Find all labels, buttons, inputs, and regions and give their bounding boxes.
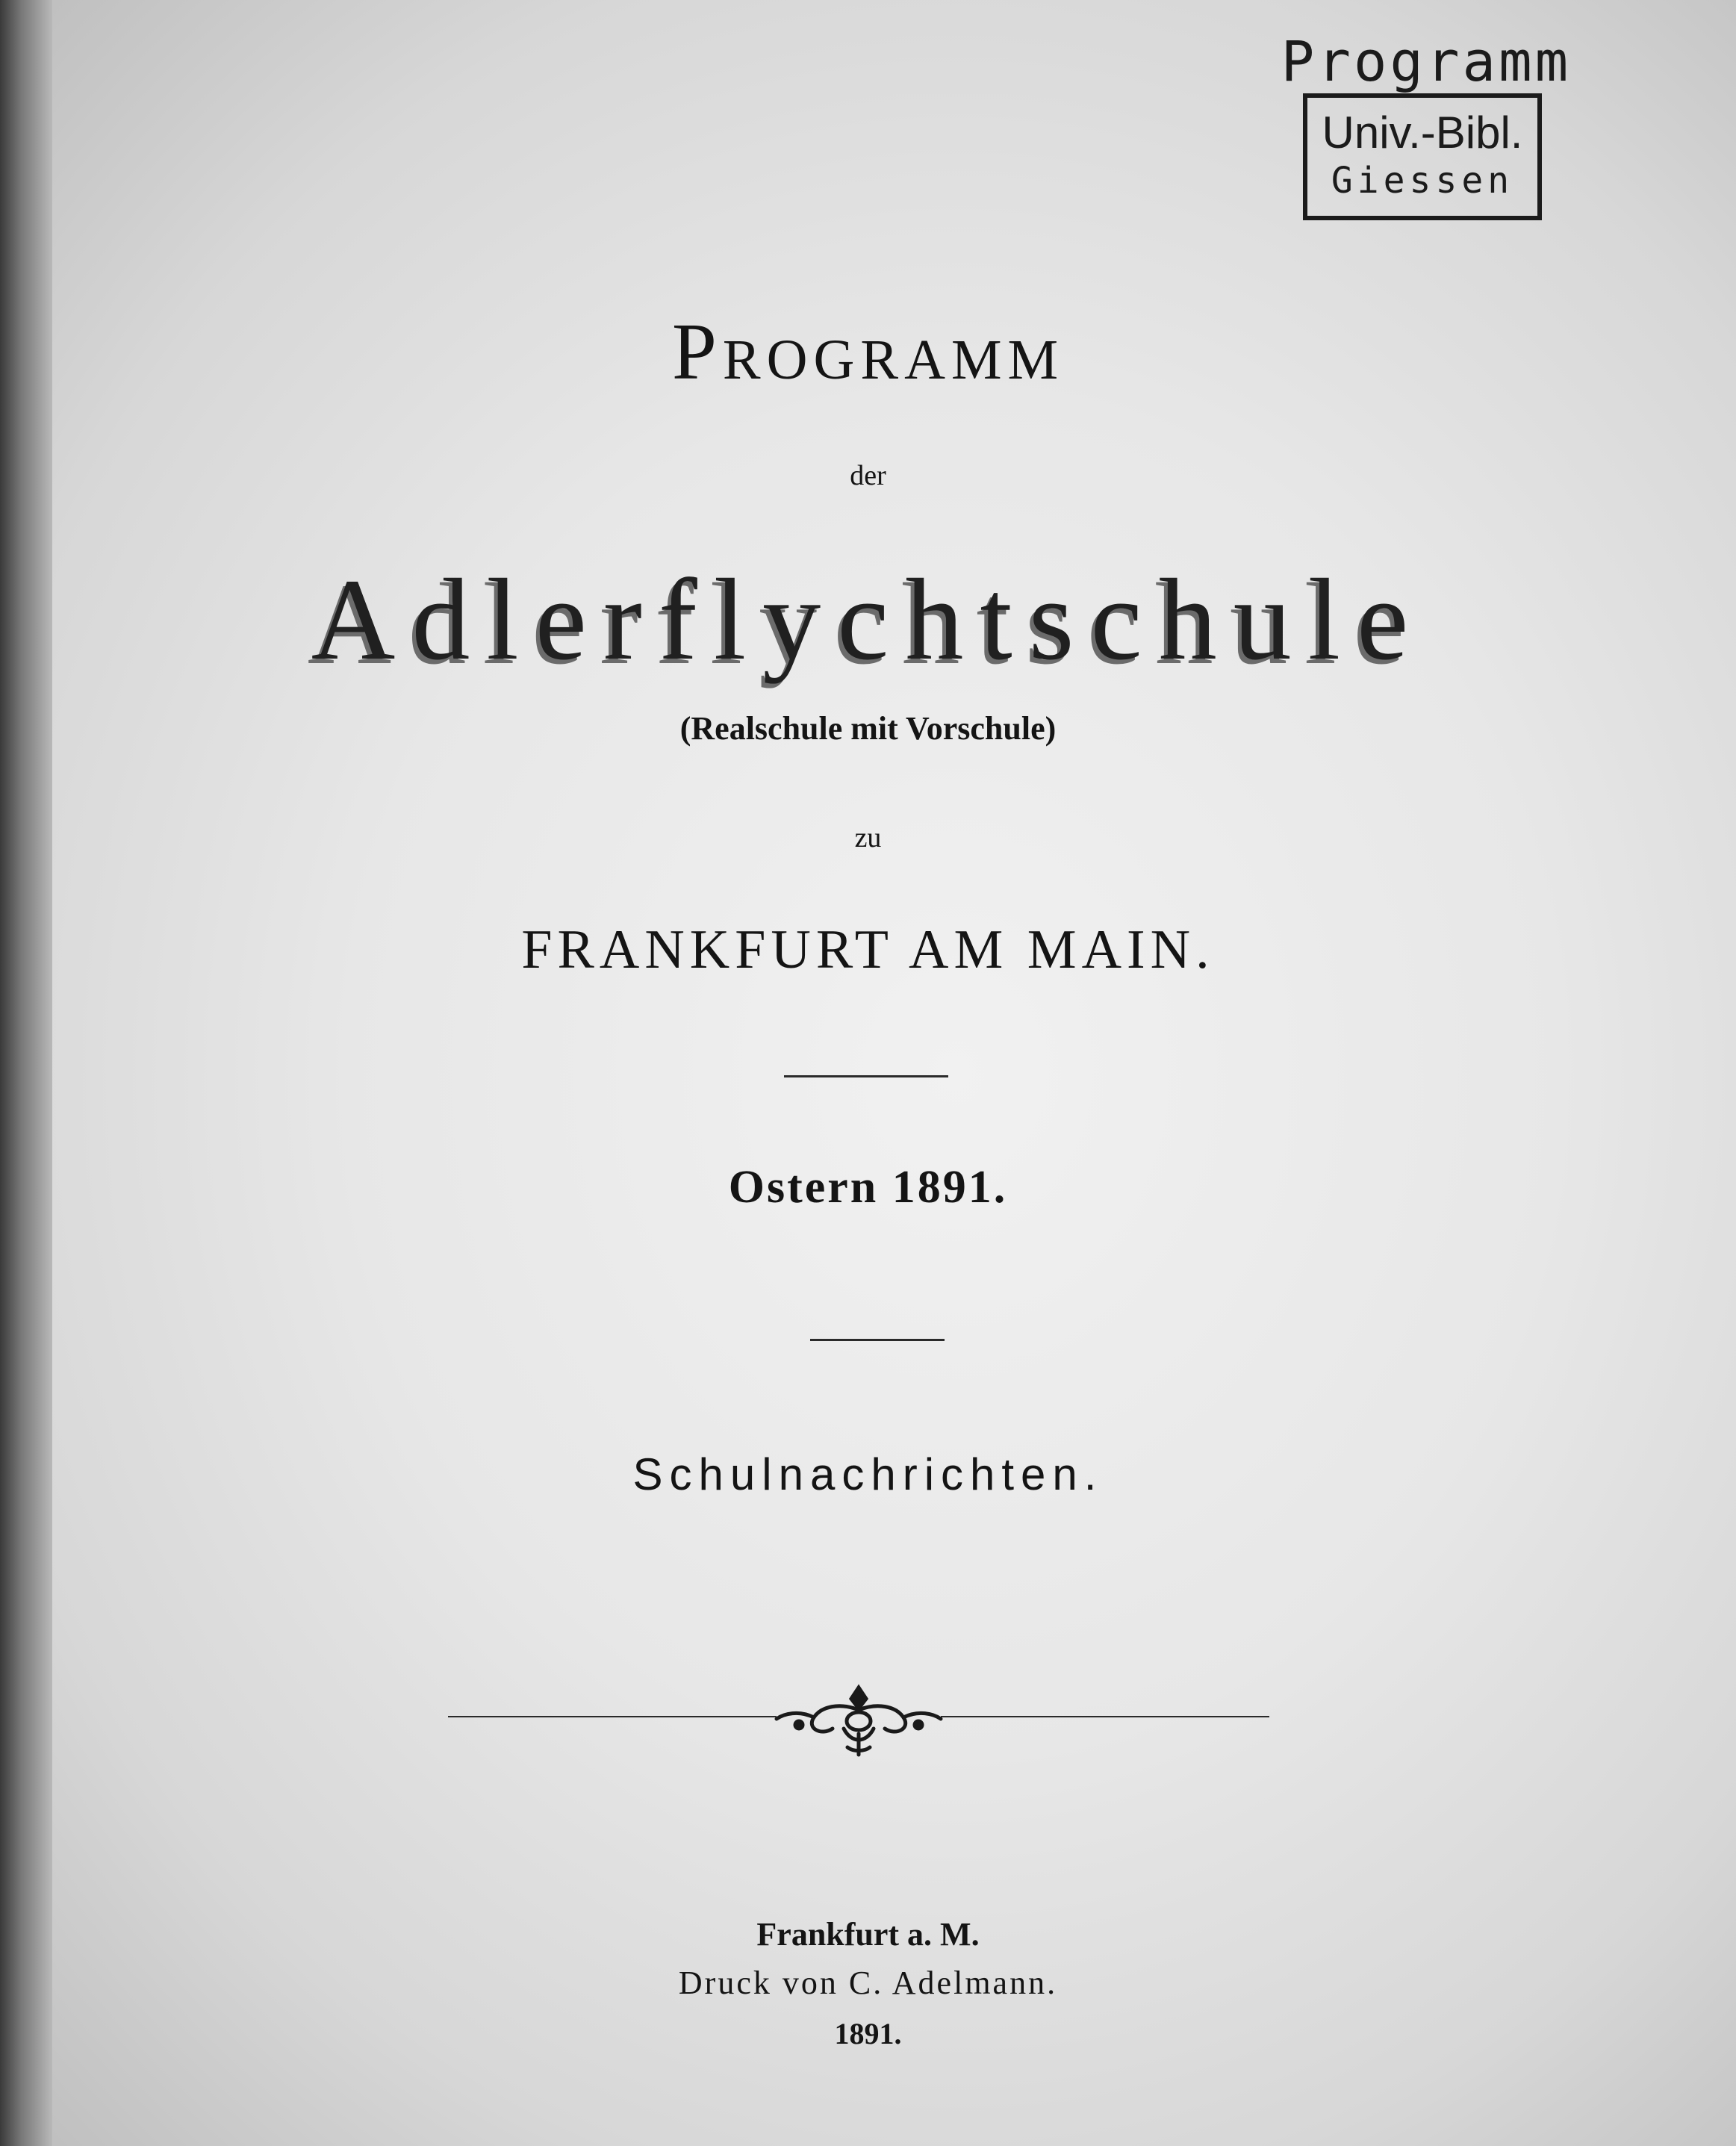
stamp-label: Programm [1281,30,1572,94]
heading-zu: zu [854,822,882,853]
divider-rule-2 [810,1339,945,1341]
school-name: Adlerflychtschule [311,555,1425,684]
flourish-ornament-icon [769,1673,948,1762]
section-title: Schulnachrichten. [632,1449,1104,1499]
imprint-place: Frankfurt a. M. [756,1916,980,1953]
imprint-year: 1891. [834,2017,902,2050]
stamp-line-2: Giessen [1331,160,1514,202]
stamp-line-1: Univ.-Bibl. [1322,108,1523,158]
heading-programm: Programm [671,308,1065,396]
school-subtitle: (Realschule mit Vorschule) [679,710,1057,747]
divider-rule-1 [784,1075,948,1077]
ornament-rule-right [941,1716,1269,1717]
library-stamp [1303,93,1542,220]
imprint-printer: Druck von C. Adelmann. [678,1965,1058,2001]
ornament-rule-left [448,1716,777,1717]
heading-der: der [850,460,886,491]
edition-date: Ostern 1891. [728,1162,1008,1213]
city-name: FRANKFURT AM MAIN. [521,919,1215,980]
